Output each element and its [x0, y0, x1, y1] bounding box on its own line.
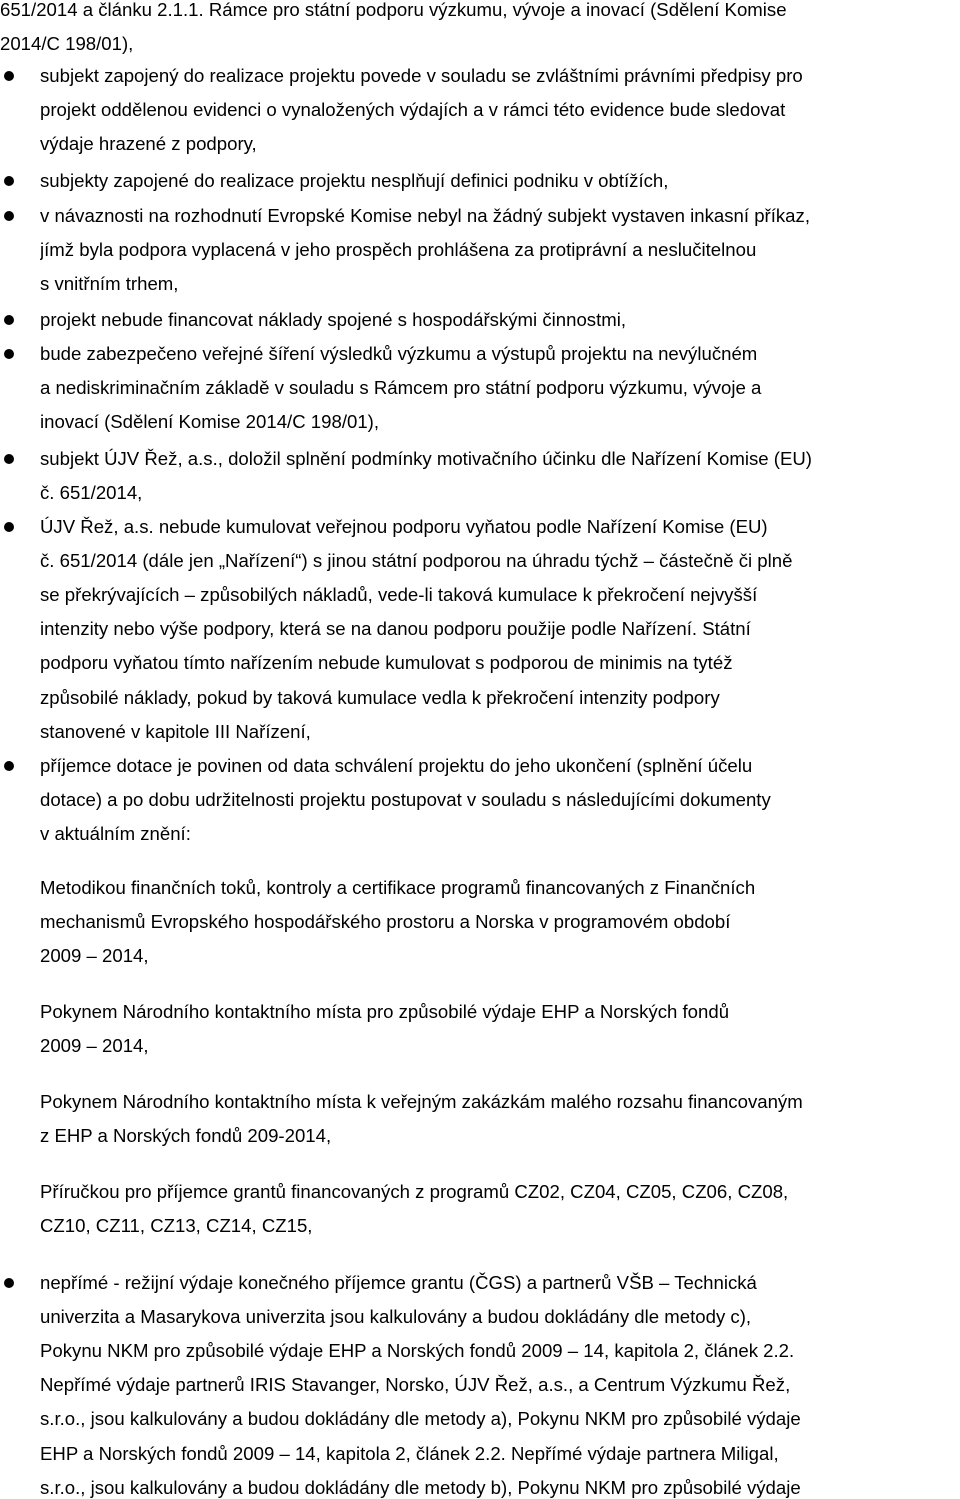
bullet-icon [4, 176, 14, 186]
text-line: příjemce dotace je povinen od data schválení projektu do jeho ukončení (splnění účelu [40, 755, 753, 776]
text-line: projekt nebude financovat náklady spojené s hospodářskými činnostmi, [40, 309, 627, 330]
text-line: Nepřímé výdaje partnerů IRIS Stavanger, Norsko, ÚJV Řež, a.s., a Centrum Výzkumu Řež, [40, 1374, 791, 1396]
text-line: subjekty zapojené do realizace projektu nesplňují definici podniku v obtížích, [40, 170, 669, 191]
text-line: s vnitřním trhem, [40, 273, 179, 295]
text-line: stanovené v kapitole III Nařízení, [40, 720, 311, 742]
text-line: univerzita a Masarykova univerzita jsou kalkulovány a budou dokládány dle metody c), [40, 1306, 752, 1328]
text-line: jímž byla podpora vyplacená v jeho prospěch prohlášena za protiprávní a neslučitelnou [40, 239, 757, 261]
text-line: Příručkou pro příjemce grantů financovaných z programů CZ02, CZ04, CZ05, CZ06, CZ08, [40, 1181, 789, 1202]
text-line: Pokynem Národního kontaktního místa k veřejným zakázkám malého rozsahu financovaným [40, 1091, 803, 1112]
text-line: 651/2014 a článku 2.1.1. Rámce pro státní podporu výzkumu, vývoje a inovací (Sdělení Komise [0, 0, 787, 20]
text-line: č. 651/2014, [40, 482, 143, 504]
text-line: inovací (Sdělení Komise 2014/C 198/01), [40, 411, 380, 433]
text-line: č. 651/2014 (dále jen „Nařízení“) s jinou státní podporou na úhradu týchž – částečně či plně [40, 550, 793, 572]
text-line: způsobilé náklady, pokud by taková kumulace vedla k překročení intenzity podpory [40, 686, 720, 708]
text-line: subjekt zapojený do realizace projektu povede v souladu se zvláštními právními předpisy pro [40, 65, 803, 86]
text-line: a nediskriminačním základě v souladu s Rámcem pro státní podporu výzkumu, vývoje a [40, 377, 762, 399]
text-line: Metodikou finančních toků, kontroly a certifikace programů financovaných z Finančních [40, 877, 756, 898]
bullet-icon [4, 522, 14, 532]
bullet-icon [4, 1278, 14, 1288]
text-line: mechanismů Evropského hospodářského prostoru a Norska v programovém období [40, 911, 731, 933]
bullet-icon [4, 71, 14, 81]
text-line: 2009 – 2014, [40, 945, 149, 967]
text-line: s.r.o., jsou kalkulovány a budou dokládány dle metody b), Pokynu NKM pro způsobilé výdaje [40, 1476, 801, 1498]
text-line: v návaznosti na rozhodnutí Evropské Komise nebyl na žádný subjekt vystaven inkasní příkaz, [40, 205, 810, 226]
bullet-icon [4, 761, 14, 771]
text-line: 2014/C 198/01), [0, 33, 134, 54]
text-line: subjekt ÚJV Řež, a.s., doložil splnění podmínky motivačního účinku dle Nařízení Komise (EU) [40, 448, 812, 469]
text-line: v aktuálním znění: [40, 823, 191, 845]
text-line: výdaje hrazené z podpory, [40, 133, 257, 155]
bullet-icon [4, 211, 14, 221]
bullet-icon [4, 454, 14, 464]
text-line: CZ10, CZ11, CZ13, CZ14, CZ15, [40, 1215, 313, 1237]
text-line: projekt oddělenou evidenci o vynaložených výdajích a v rámci této evidence bude sledovat [40, 99, 786, 121]
text-line: dotace) a po dobu udržitelnosti projektu postupovat v souladu s následujícími dokumenty [40, 789, 771, 811]
text-line: intenzity nebo výše podpory, která se na danou podporu použije podle Nařízení. Státní [40, 618, 751, 640]
text-line: Pokynem Národního kontaktního místa pro způsobilé výdaje EHP a Norských fondů [40, 1001, 730, 1022]
text-line: bude zabezpečeno veřejné šíření výsledků výzkumu a výstupů projektu na nevýlučném [40, 343, 758, 364]
bullet-icon [4, 349, 14, 359]
text-line: Pokynu NKM pro způsobilé výdaje EHP a Norských fondů 2009 – 14, kapitola 2, článek 2.2. [40, 1340, 795, 1362]
bullet-icon [4, 315, 14, 325]
text-line: s.r.o., jsou kalkulovány a budou dokládány dle metody a), Pokynu NKM pro způsobilé výdaje [40, 1408, 801, 1430]
text-line: se překrývajících – způsobilých nákladů, vede-li taková kumulace k překročení nejvyšší [40, 584, 758, 606]
text-line: z EHP a Norských fondů 209-2014, [40, 1125, 332, 1147]
text-line: EHP a Norských fondů 2009 – 14, kapitola 2, článek 2.2. Nepřímé výdaje partnera Miligal, [40, 1442, 779, 1464]
text-line: nepřímé - režijní výdaje konečného příjemce grantu (ČGS) a partnerů VŠB – Technická [40, 1272, 757, 1293]
text-line: 2009 – 2014, [40, 1035, 149, 1057]
text-line: podporu vyňatou tímto nařízením nebude kumulovat s podporou de minimis na tytéž [40, 652, 733, 674]
text-line: ÚJV Řež, a.s. nebude kumulovat veřejnou podporu vyňatou podle Nařízení Komise (EU) [40, 516, 768, 537]
